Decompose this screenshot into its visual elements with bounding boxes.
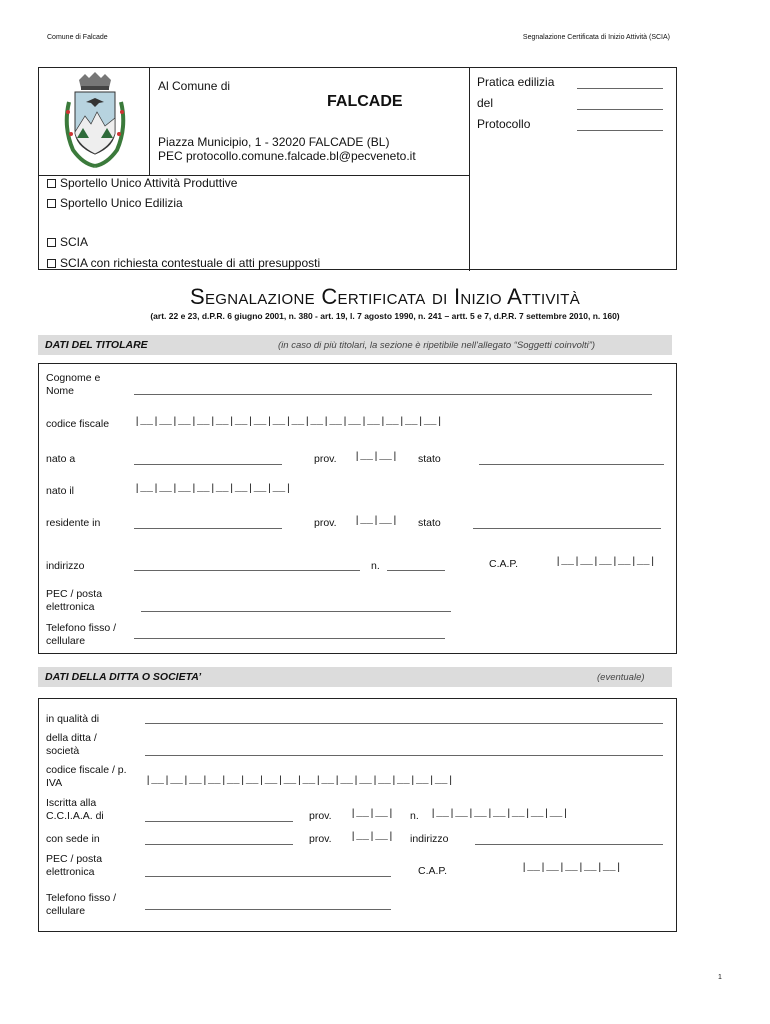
recipient-name: FALCADE	[327, 93, 403, 110]
section-titolare-note: (in caso di più titolari, la sezione è ripetibile nell'allegato “Soggetti coinvolti”)	[278, 340, 596, 351]
cognome-field[interactable]	[134, 394, 652, 395]
tel-label: Telefono fisso / cellulare	[46, 622, 117, 647]
prov-label: prov.	[314, 453, 337, 465]
page-number: 1	[718, 974, 722, 981]
indirizzo-field[interactable]	[134, 570, 360, 571]
stato-field[interactable]	[473, 528, 661, 529]
indirizzo-field[interactable]	[475, 844, 663, 845]
prov-label: prov.	[309, 810, 332, 822]
rea-cells[interactable]: |__|__|__|__|__|__|__|	[430, 808, 569, 820]
recipient-label: Al Comune di	[158, 79, 231, 93]
section-ditta-title: DATI DELLA DITTA O SOCIETA’	[45, 671, 202, 683]
del-field[interactable]	[577, 109, 663, 110]
tel-label: Telefono fisso / cellulare	[46, 892, 117, 917]
protocollo-field[interactable]	[577, 130, 663, 131]
prov-label: prov.	[314, 517, 337, 529]
cciaa-label: Iscritta alla C.C.I.A.A. di	[46, 797, 104, 822]
cap-label: C.A.P.	[418, 865, 447, 877]
piva-cells[interactable]: |__|__|__|__|__|__|__|__|__|__|__|__|__|__|__|__|	[145, 775, 454, 787]
checkbox-icon[interactable]	[47, 259, 56, 268]
stato-label: stato	[418, 453, 441, 465]
ditta-label: della ditta / società	[46, 732, 97, 757]
ditta-field[interactable]	[145, 755, 663, 756]
section-ditta-note: (eventuale)	[597, 672, 645, 683]
section-ditta	[38, 667, 672, 687]
prov-cells[interactable]: |__|__|	[350, 808, 395, 820]
top-box	[38, 67, 677, 270]
indirizzo-label: indirizzo	[410, 833, 449, 845]
cap-cells[interactable]: |__|__|__|__|__|	[555, 556, 656, 568]
tel-field[interactable]	[145, 909, 391, 910]
tel-field[interactable]	[134, 638, 445, 639]
piva-label: codice fiscale / p. IVA	[46, 764, 127, 789]
option-scia-atti[interactable]: SCIA con richiesta contestuale di atti presupposti	[47, 256, 320, 270]
protocollo-label: Protocollo	[477, 117, 531, 131]
checkbox-icon[interactable]	[47, 179, 56, 188]
cf-label: codice fiscale	[46, 418, 110, 430]
pec-label: PEC / posta elettronica	[46, 588, 103, 613]
cap-cells[interactable]: |__|__|__|__|__|	[521, 862, 622, 874]
prov-label: prov.	[309, 833, 332, 845]
n-label: n.	[410, 810, 419, 822]
cognome-label: Cognome e Nome	[46, 372, 101, 397]
n-label: n.	[371, 560, 380, 572]
form-subtitle: (art. 22 e 23, d.P.R. 6 giugno 2001, n. 380 - art. 19, l. 7 agosto 1990, n. 241 – artt. 5 e 7, d.P.R. 7 settembre 2010, n. 160)	[150, 311, 620, 321]
stato-label: stato	[418, 517, 441, 529]
pratica-field[interactable]	[577, 88, 663, 89]
nato-il-label: nato il	[46, 485, 75, 497]
address: Piazza Municipio, 1 - 32020 FALCADE (BL)	[158, 135, 390, 149]
nato-il-cells[interactable]: |__|__|__|__|__|__|__|__|	[134, 483, 292, 495]
stato-field[interactable]	[479, 464, 664, 465]
section-titolare-title: DATI DEL TITOLARE	[45, 339, 148, 351]
nato-a-label: nato a	[46, 453, 76, 465]
checkbox-icon[interactable]	[47, 199, 56, 208]
header-left: Comune di Falcade	[47, 34, 108, 41]
header-right: Segnalazione Certificata di Inizio Attività (SCIA)	[522, 34, 670, 41]
ditta-box	[38, 698, 677, 932]
section-titolare	[38, 335, 672, 355]
residente-label: residente in	[46, 517, 101, 529]
form-title: Segnalazione Certificata di Inizio Attività	[189, 284, 580, 309]
prov-cells[interactable]: |__|__|	[350, 831, 395, 843]
qualita-field[interactable]	[145, 723, 663, 724]
nato-a-field[interactable]	[134, 464, 282, 465]
residente-field[interactable]	[134, 528, 282, 529]
pec-address: PEC protocollo.comune.falcade.bl@pecveneto.it	[158, 149, 416, 163]
option-suap[interactable]: Sportello Unico Attività Produttive	[47, 176, 237, 190]
qualita-label: in qualità di	[46, 713, 100, 725]
cciaa-field[interactable]	[145, 821, 293, 822]
pec-field[interactable]	[141, 611, 451, 612]
pratica-label: Pratica edilizia	[477, 75, 555, 89]
pec-field[interactable]	[145, 876, 391, 877]
cap-label: C.A.P.	[489, 558, 518, 570]
indirizzo-label: indirizzo	[46, 560, 85, 572]
del-label: del	[477, 96, 494, 110]
prov-cells[interactable]: |__|__|	[354, 451, 399, 463]
option-sue[interactable]: Sportello Unico Edilizia	[47, 196, 183, 210]
pec-label: PEC / posta elettronica	[46, 853, 103, 878]
option-scia[interactable]: SCIA	[47, 235, 88, 249]
titolare-box	[38, 363, 677, 654]
sede-field[interactable]	[145, 844, 293, 845]
sede-label: con sede in	[46, 833, 100, 845]
checkbox-icon[interactable]	[47, 238, 56, 247]
n-field[interactable]	[387, 570, 445, 571]
prov-cells[interactable]: |__|__|	[354, 515, 399, 527]
coat-of-arms-icon	[59, 72, 131, 170]
cf-cells[interactable]: |__|__|__|__|__|__|__|__|__|__|__|__|__|__|__|__|	[134, 416, 443, 428]
